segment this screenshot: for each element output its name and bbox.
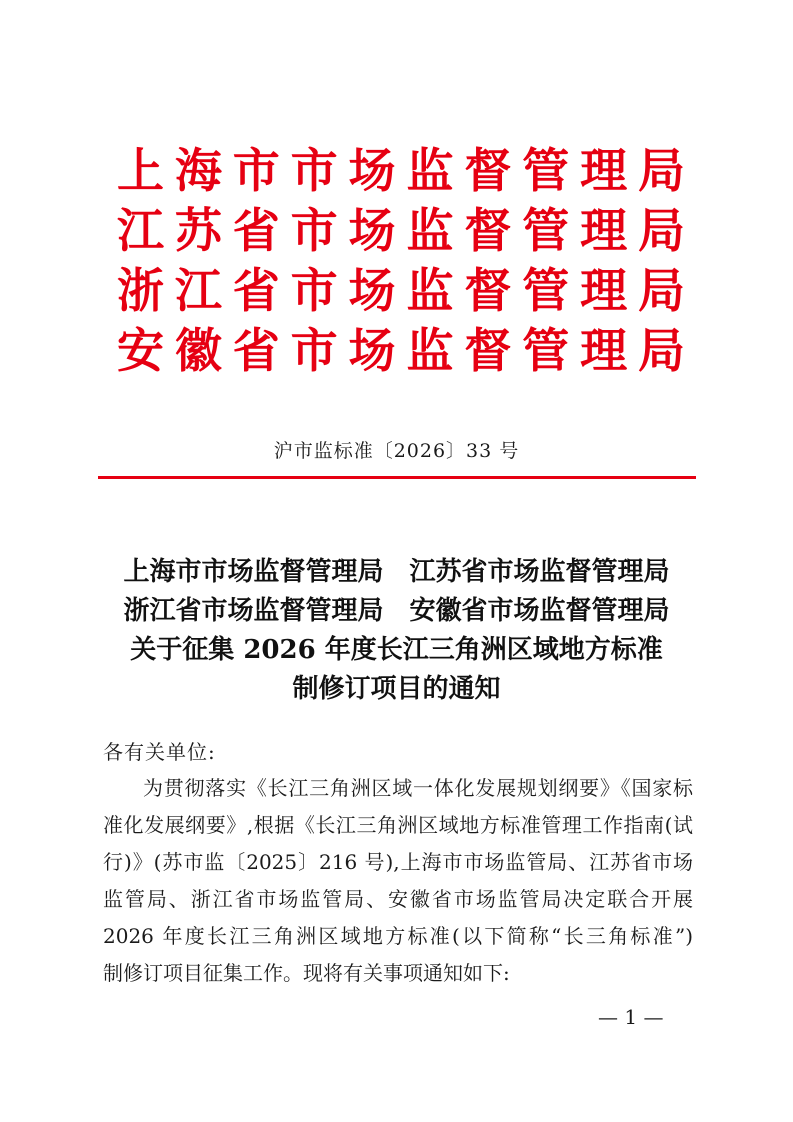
agency-name-zhejiang: 浙江省市场监督管理局 [117, 264, 687, 319]
paragraph-line: 为贯彻落实《长江三角洲区域一体化发展规划纲要》《国家标 [143, 776, 693, 800]
notice-title [90, 553, 703, 709]
paragraph-line: 行)》(苏市监〔2025〕216 号),上海市市场监管局、江苏省市场 [103, 850, 693, 874]
agency-name-anhui: 安徽省市场监督管理局 [117, 324, 687, 379]
paragraph-line: 制修订项目征集工作。现将有关事项通知如下: [103, 961, 510, 985]
title-line: 关于征集 2026 年度长江三角洲区域地方标准 [130, 635, 663, 665]
paragraph-line: 准化发展纲要》,根据《长江三角洲区域地方标准管理工作指南(试 [103, 813, 693, 837]
document-number: 沪市监标准〔2026〕33 号 [273, 440, 520, 462]
body-paragraph [103, 770, 693, 992]
title-line: 制修订项目的通知 [292, 674, 501, 704]
salutation: 各有关单位: [103, 740, 216, 764]
agency-name-shanghai: 上海市市场监督管理局 [117, 144, 687, 199]
title-line: 上海市市场监督管理局 江苏省市场监督管理局 [123, 557, 670, 587]
paragraph-line: 监管局、浙江省市场监管局、安徽省市场监管局决定联合开展 [103, 887, 693, 911]
page-number: — 1 — [598, 1005, 664, 1029]
agency-name-jiangsu: 江苏省市场监督管理局 [117, 204, 687, 259]
red-separator-line [98, 476, 696, 479]
paragraph-line: 2026 年度长江三角洲区域地方标准(以下简称“长三角标准”) [103, 924, 693, 948]
title-line: 浙江省市场监督管理局 安徽省市场监督管理局 [123, 596, 670, 626]
